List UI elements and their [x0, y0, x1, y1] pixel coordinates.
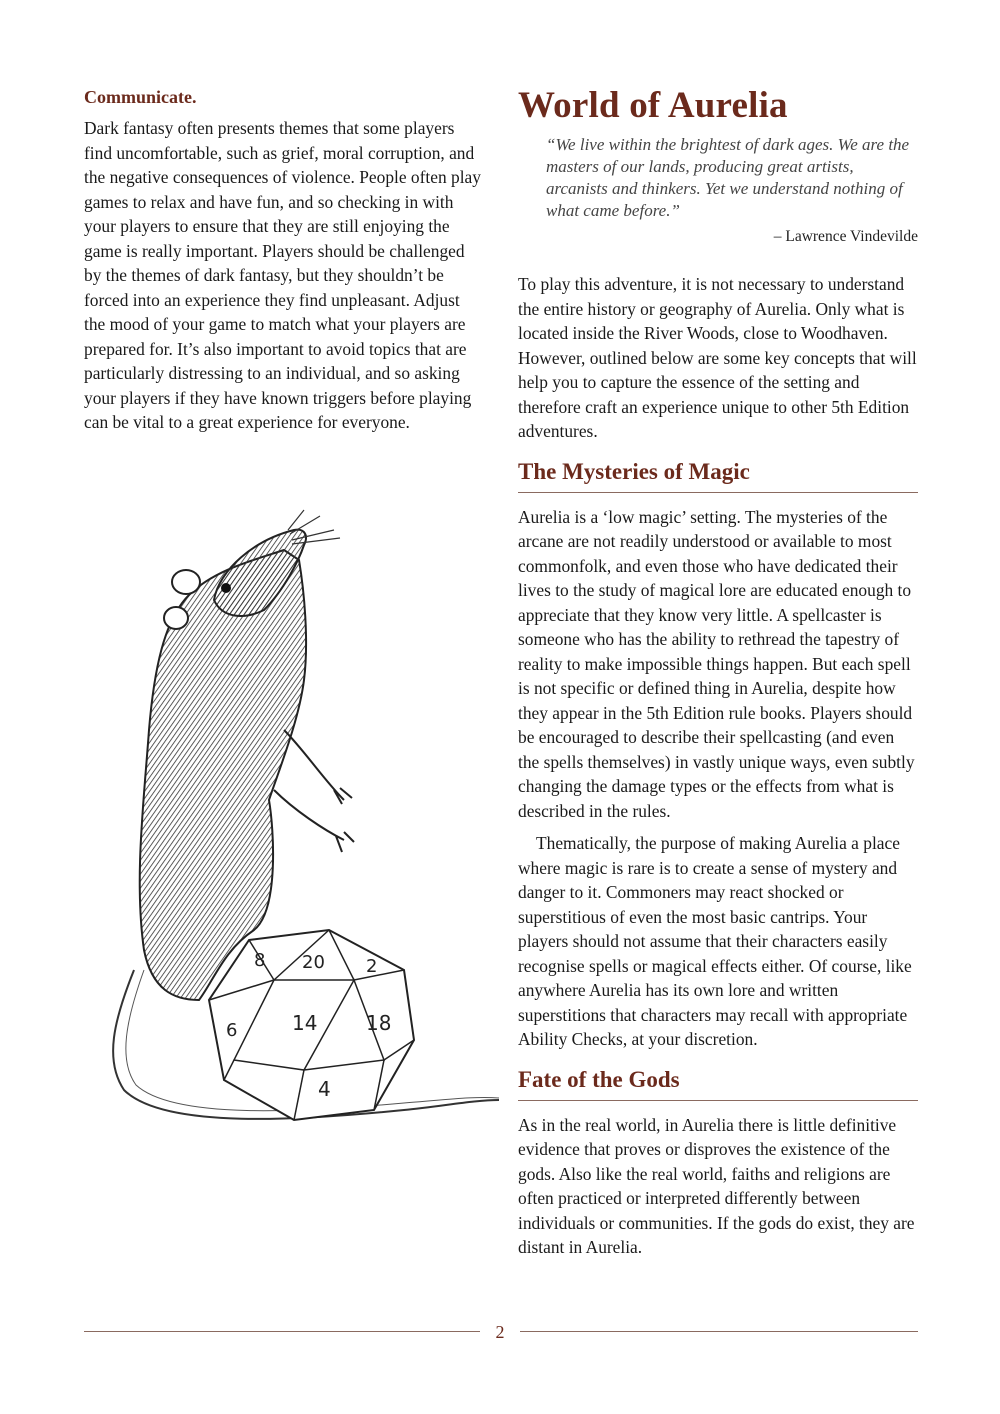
intro-paragraph: To play this adventure, it is not necessary to understand the entire history or geography of Aurelia. Only what is located inside the River Woods, close to Woodhaven. However, outlined below are some key concepts that will help you to capture the essence of the setting and therefore craft an experience unique to other 5th Edition adventures.: [518, 274, 917, 441]
section-heading-fate-of-the-gods: Fate of the Gods: [518, 1066, 918, 1101]
die-face-18: 18: [366, 1011, 392, 1035]
die-face-6: 6: [226, 1020, 238, 1041]
mysteries-paragraph-1: Aurelia is a ‘low magic’ setting. The mysteries of the arcane are not readily understood or available to most commonfolk, and even those who have dedicated their lives to the study of magical lore are educated enough to appreciate that they know very little. A spellcaster is someone who has the ability to rethread the tapestry of reality to make impossible things happen. But each spell is not specific or defined thing in Aurelia, despite how they appear in the 5th Edition rule books. Players should be encouraged to describe their spellcasting (and even the spells themselves) in vastly unique ways, even subtly changing the damage types or the effects from what is described in the rules.: [518, 506, 915, 821]
left-column: [84, 86, 484, 435]
footer-rule-left: [84, 1331, 480, 1332]
gods-paragraph-1: As in the real world, in Aurelia there is little definitive evidence that proves or disproves the existence of the gods. Also like the real world, faiths and religions are often practiced or interpreted differently between individuals or communities. If the gods do exist, they are distant in Aurelia.: [518, 1114, 915, 1257]
page-number: 2: [495, 1322, 505, 1342]
die-face-20: 20: [302, 952, 325, 973]
die-face-4: 4: [318, 1077, 331, 1101]
rat-ear-left: [172, 570, 200, 594]
die-face-8: 8: [254, 950, 266, 971]
rat-whiskers: [288, 510, 340, 544]
rat-eye: [221, 583, 231, 593]
rat-ear-right: [164, 607, 188, 629]
page-title: World of Aurelia: [518, 85, 788, 126]
subheading-communicate: Communicate.: [84, 87, 197, 107]
quote-attribution: – Lawrence Vindevilde: [773, 228, 918, 245]
communicate-paragraph: Dark fantasy often presents themes that some players find uncomfortable, such as grief, moral corruption, and the negative consequences of violence. People often play games to relax and have fun, and so checking in with your players to ensure that they are still enjoying the game is really important. Players should be challenged by the themes of dark fantasy, but they shouldn’t be forced into an experience they find unpleasant. Adjust the mood of your game to match what your players are prepared for. It’s also important to avoid topics that are particularly distressing to an individual, and so asking your players if they have known triggers before playing can be vital to a great experience for everyone.: [84, 118, 481, 432]
right-column: [518, 84, 918, 1260]
die-face-14: 14: [292, 1011, 318, 1035]
d20-die: [209, 930, 414, 1120]
epigraph-quote: “We live within the brightest of dark ages. We are the masters of our lands, producing great artists, arcanists and thinkers. Yet we understand nothing of what came before.”: [546, 135, 910, 220]
footer-rule-right: [520, 1331, 918, 1332]
die-face-2: 2: [366, 956, 378, 977]
rat-and-dice-illustration: [104, 500, 504, 1140]
rat-illustration: [104, 500, 504, 1140]
rat-front-paw-1: [284, 730, 352, 804]
mysteries-paragraph-2: Thematically, the purpose of making Aurelia a place where magic is rare is to create a sense of mystery and danger to it. Commoners may react shocked or superstitious of even the most basic cantrips. Your players should not assume that their characters easily recognise spells or magical effects either. Of course, like anywhere Aurelia has its own lore and written superstitions that characters may recall with appropriate Ability Checks, at your discretion.: [518, 833, 912, 1049]
section-heading-mysteries-of-magic: The Mysteries of Magic: [518, 458, 918, 493]
